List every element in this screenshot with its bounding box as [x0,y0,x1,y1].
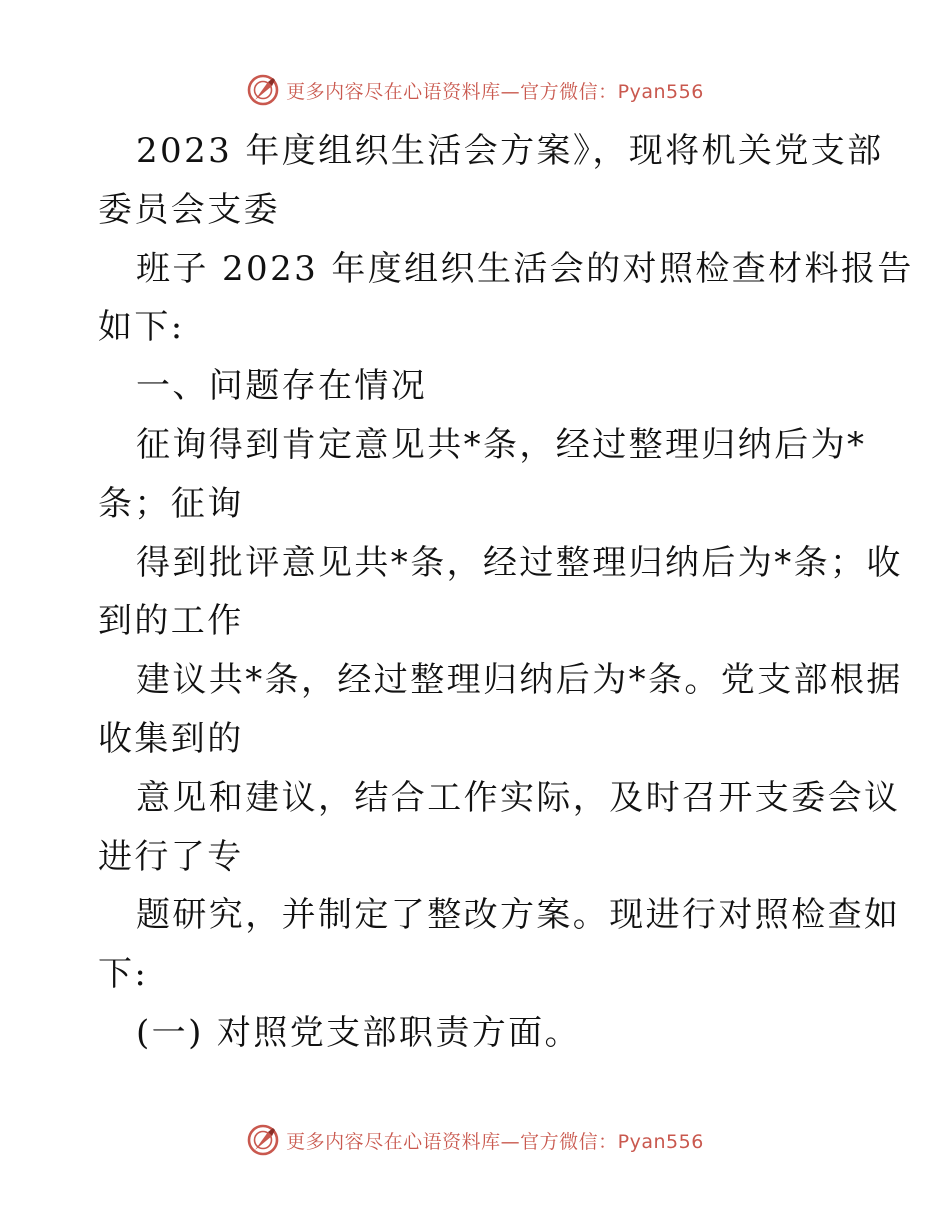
subsection-heading: (一) 对照党支部职责方面。 [136,1012,581,1053]
paragraph-line: 题研究，并制定了整改方案。现进行对照检查如 [136,895,901,936]
paragraph-line: 下: [98,954,149,995]
fountain-pen-logo-icon [246,1123,280,1157]
paragraph-line: 意见和建议，结合工作实际，及时召开支委会议 [136,777,901,818]
paragraph-line: 委员会支委 [98,189,280,230]
section-heading: 一、问题存在情况 [136,366,428,407]
header-banner-text: 更多内容尽在心语资料库—官方微信：Pyan556 [286,80,704,103]
header-watermark-banner [0,70,950,110]
paragraph-line: 班子 2023 年度组织生活会的对照检查材料报告 [136,248,914,289]
paragraph-line: 得到批评意见共*条，经过整理归纳后为*条；收 [136,542,903,583]
footer-watermark-banner [0,1120,950,1160]
paragraph-line: 到的工作 [98,601,244,642]
paragraph-line: 进行了专 [98,836,244,877]
paragraph-line: 如下: [98,307,185,348]
header-banner-inner [246,73,704,107]
paragraph-line: 收集到的 [98,718,244,759]
paragraph-line: 条；征询 [98,483,244,524]
paragraph-line: 征询得到肯定意见共*条，经过整理归纳后为* [136,424,867,465]
document-body [98,122,914,1063]
paragraph-line: 建议共*条，经过整理归纳后为*条。党支部根据 [136,660,903,701]
fountain-pen-logo-icon [246,73,280,107]
paragraph-line: 2023 年度组织生活会方案》，现将机关党支部 [136,131,884,171]
footer-banner-text: 更多内容尽在心语资料库—官方微信：Pyan556 [286,1130,704,1153]
footer-banner-inner [246,1123,704,1157]
